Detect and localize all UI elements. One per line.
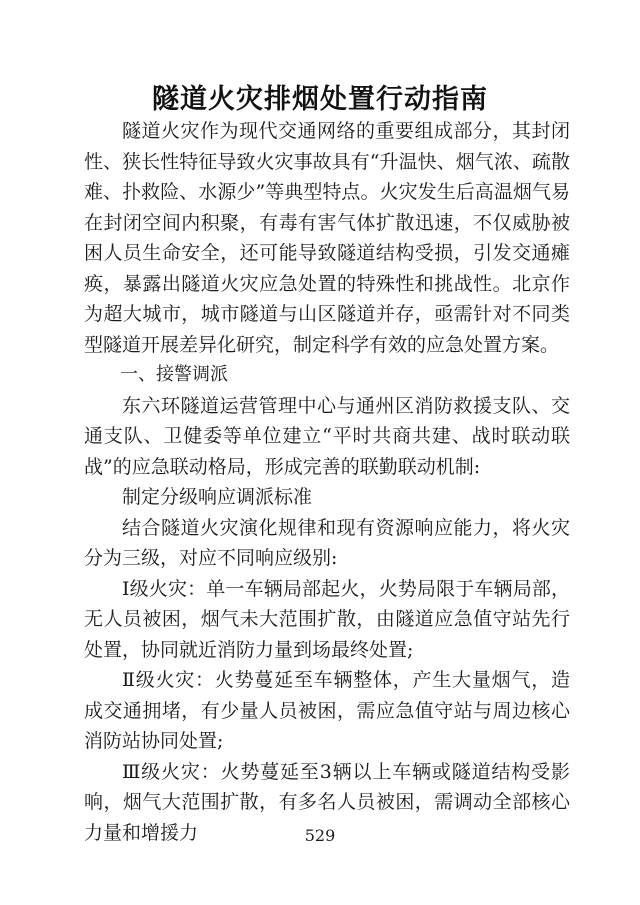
section-heading-dispatch: 一、接警调派 — [120, 364, 228, 385]
level-3-fire-paragraph: Ⅲ级火灾：火势蔓延至3辆以上车辆或隧道结构受影响，烟气大范围扩散，有多名人员被困，需调动全部核心力量和增援力 — [84, 760, 570, 844]
level-2-fire-paragraph: Ⅱ级火灾：火势蔓延至车辆整体，产生大量烟气，造成交通拥堵，有少量人员被困，需应急值守站与周边核心消防站协同处置; — [84, 669, 570, 752]
document-body — [84, 116, 570, 848]
intro-paragraph: 隧道火灾作为现代交通网络的重要组成部分，其封闭性、狭长性特征导致火灾事故具有“升温快、烟气浓、疏散难、扑救险、水源少”等典型特点。火灾发生后高温烟气易在封闭空间内积聚，有毒有害气体扩散迅速，不仅威胁被困人员生命安全，还可能导致隧道结构受损，引发交通瘫痪，暴露出隧道火灾应急处置的特殊性和挑战性。北京作为超大城市，城市隧道与山区隧道并存，亟需针对不同类型隧道开展差异化研究，制定科学有效的应急处置方案。 — [84, 120, 570, 356]
linkage-paragraph: 东六环隧道运营管理中心与通州区消防救援支队、交通支队、卫健委等单位建立“平时共商共建、战时联动联战”的应急联动格局，形成完善的联勤联动机制: — [84, 394, 570, 478]
level-1-fire-paragraph: Ⅰ级火灾：单一车辆局部起火，火势局限于车辆局部，无人员被困，烟气未大范围扩散，由隧道应急值守站先行处置，协同就近消防力量到场最终处置; — [84, 577, 570, 661]
classification-paragraph: 结合隧道火灾演化规律和现有资源响应能力，将火灾分为三级，对应不同响应级别: — [84, 516, 570, 569]
document-title: 隧道火灾排烟处置行动指南 — [152, 84, 488, 115]
subheading-response-standard: 制定分级响应调派标准 — [122, 486, 313, 508]
page-number: 529 — [304, 826, 336, 845]
